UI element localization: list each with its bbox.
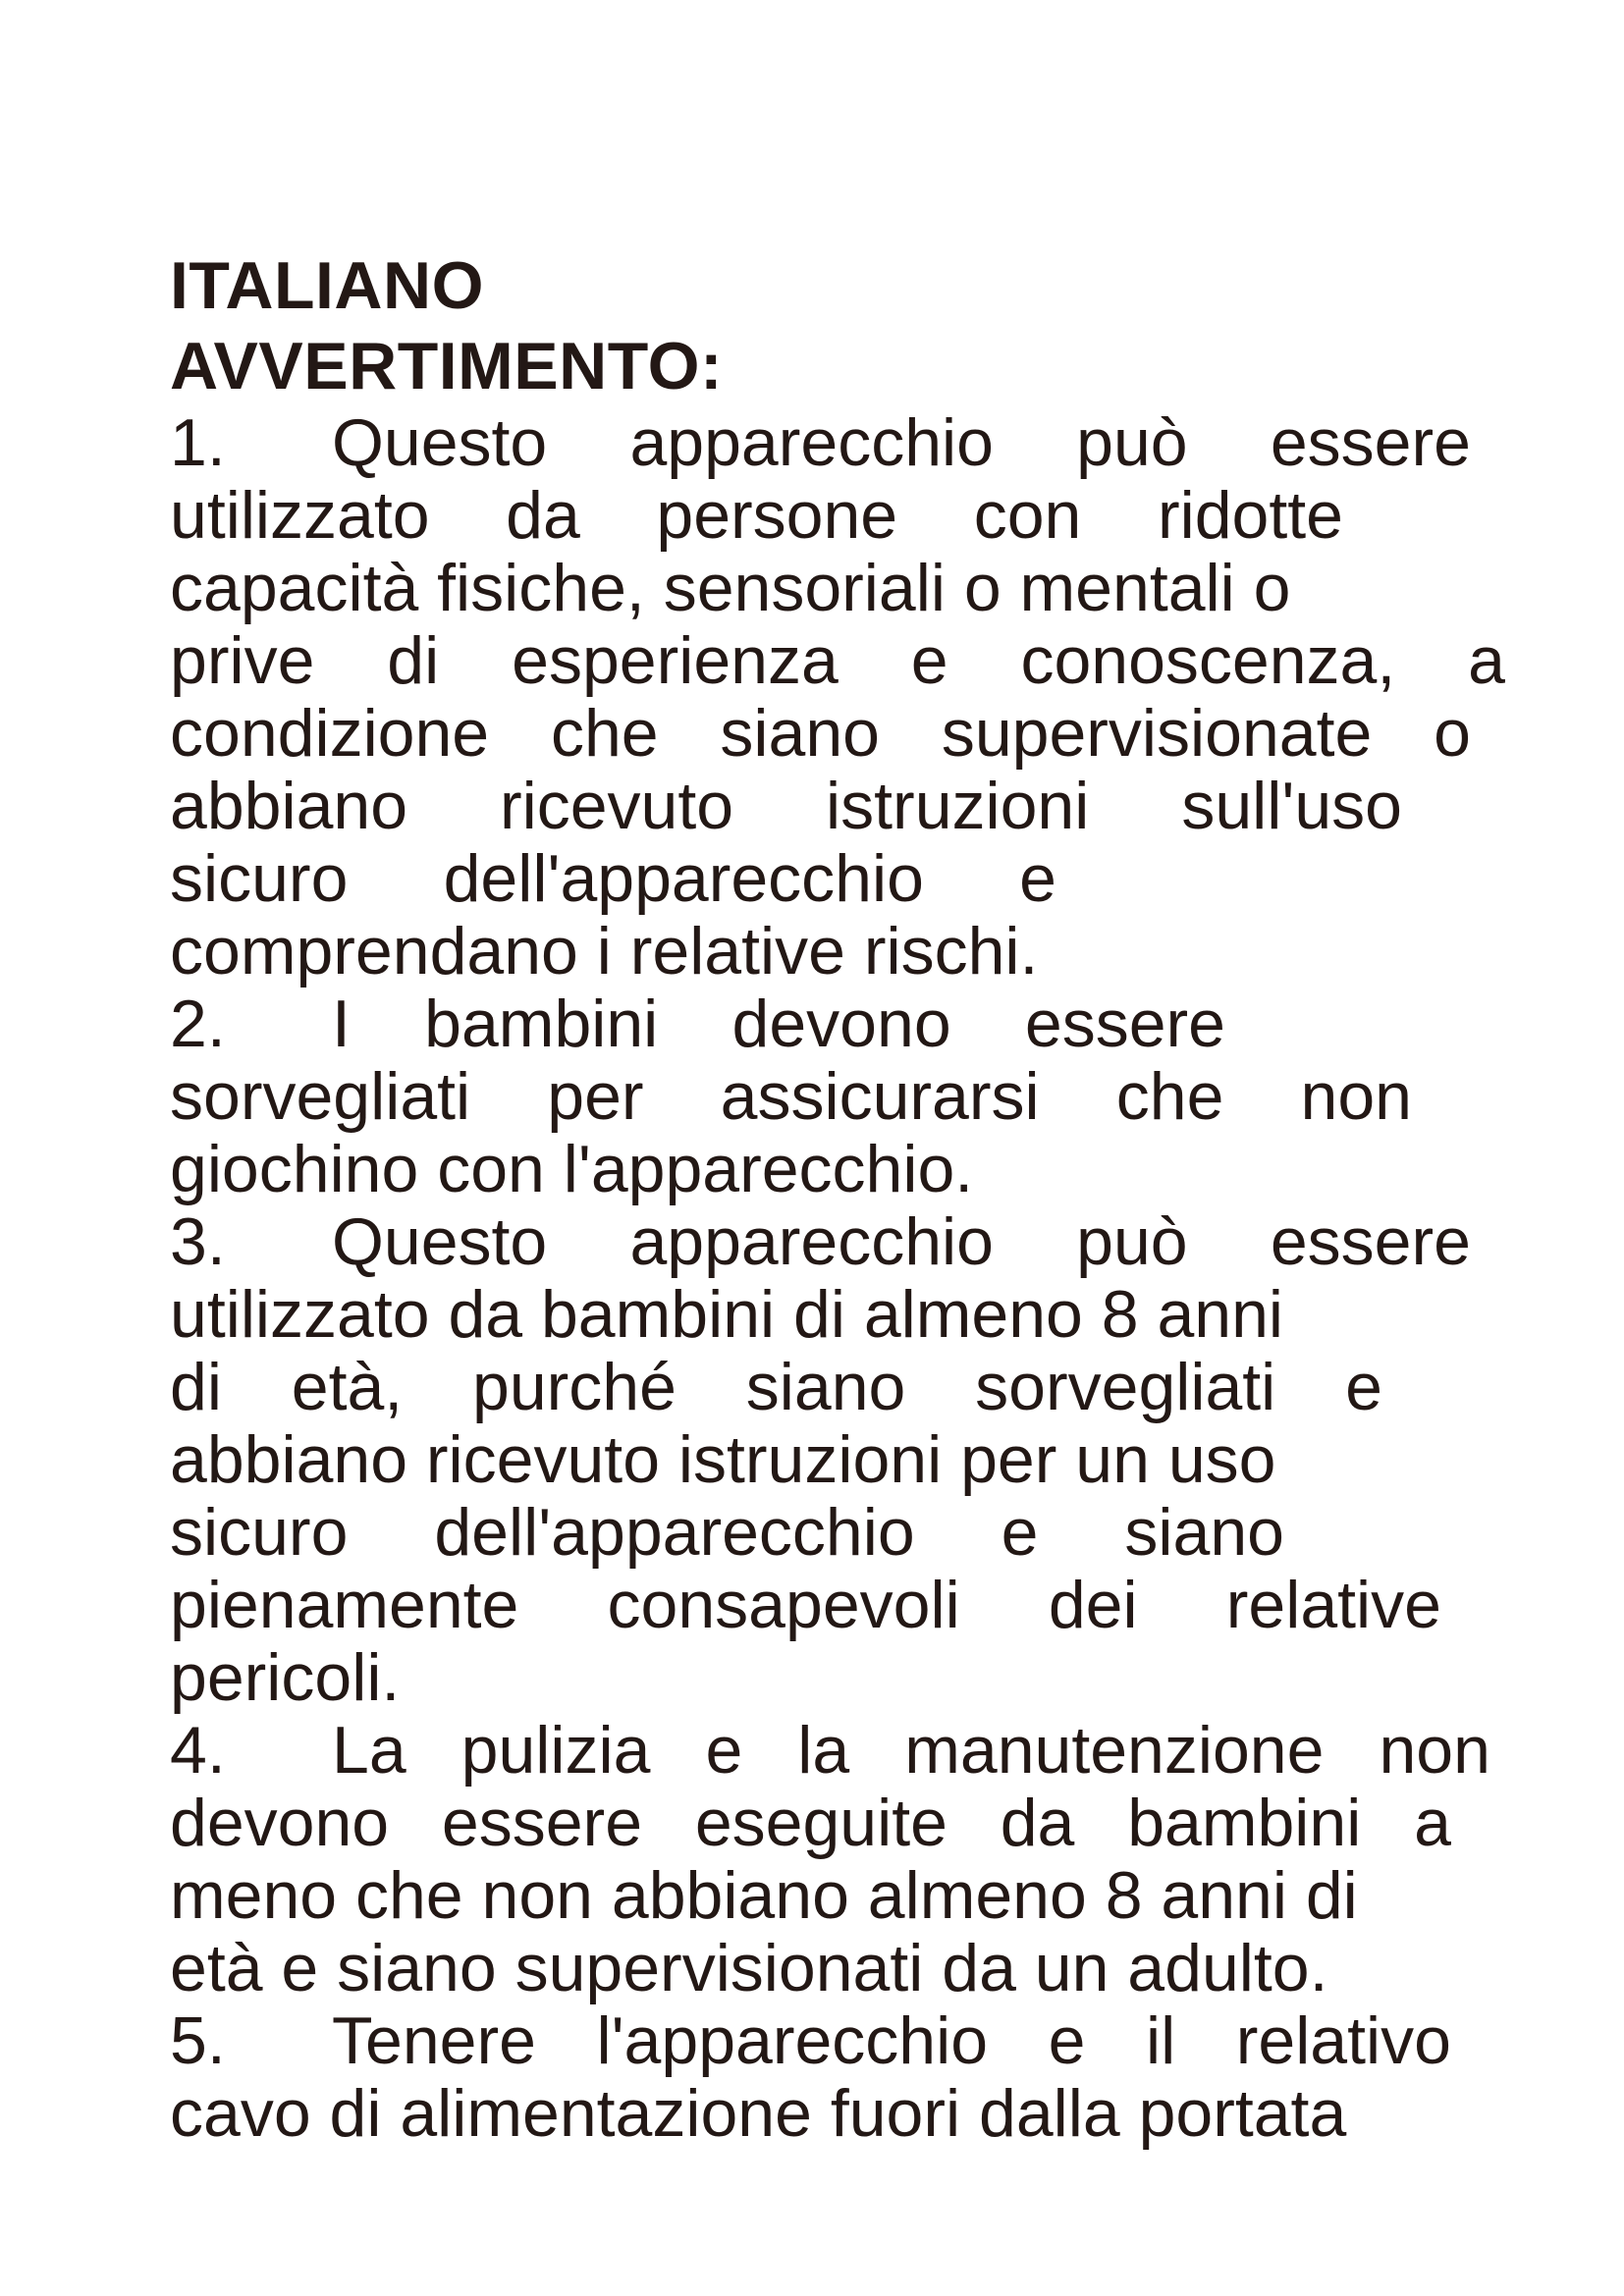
warning-item (170, 1714, 1505, 2004)
language-heading: ITALIANO (170, 248, 485, 323)
warning-item-line: pericoli. (170, 1640, 401, 1715)
warning-item-line: cavo di alimentazione fuori dalla portata (170, 2076, 1347, 2151)
warning-item-line: di età, purché siano sorvegliati e (170, 1350, 1382, 1424)
item-text: I bambini devono essere (332, 987, 1225, 1061)
warning-item (170, 406, 1505, 988)
warning-item-line (170, 2004, 1505, 2077)
warning-item-line: abbiano ricevuto istruzioni sull'uso (170, 769, 1402, 843)
item-text: Tenere l'apparecchio e il relativo (332, 2003, 1451, 2078)
warning-item (170, 1205, 1505, 1714)
item-text: Questo apparecchio può essere (332, 405, 1471, 480)
item-number: 1. (170, 405, 226, 480)
warning-item-line: età e siano supervisionati da un adulto. (170, 1931, 1328, 2005)
warning-item (170, 988, 1505, 1205)
warning-item-line (170, 988, 1505, 1060)
item-number: 2. (170, 987, 226, 1061)
warning-item-line: sorvegliati per assicurarsi che non (170, 1059, 1412, 1134)
warning-item-line: abbiano ricevuto istruzioni per un uso (170, 1422, 1276, 1497)
warning-item-line: capacità fisiche, sensoriali o mentali o (170, 551, 1291, 625)
warning-item-line: condizione che siano supervisionate o (170, 696, 1471, 771)
warning-item-line (170, 1205, 1505, 1278)
item-text: La pulizia e la manutenzione non (332, 1713, 1490, 1788)
warning-item-line: sicuro dell'apparecchio e (170, 841, 1056, 916)
warning-item-line: giochino con l'apparecchio. (170, 1132, 974, 1206)
warning-item-line (170, 406, 1505, 479)
warning-item-line: comprendano i relative rischi. (170, 914, 1039, 988)
warning-item-line: utilizzato da persone con ridotte (170, 478, 1343, 553)
item-text: Questo apparecchio può essere (332, 1204, 1471, 1279)
item-number: 5. (170, 2003, 226, 2078)
warning-item-line: meno che non abbiano almeno 8 anni di (170, 1858, 1358, 1933)
item-number: 4. (170, 1713, 226, 1788)
warning-item-line (170, 1714, 1505, 1787)
warning-item-line: devono essere eseguite da bambini a (170, 1786, 1451, 1860)
item-number: 3. (170, 1204, 226, 1279)
warning-list (170, 406, 1505, 2150)
warning-item-line: pienamente consapevoli dei relative (170, 1568, 1441, 1642)
warning-item (170, 2004, 1505, 2150)
document-page (170, 245, 1505, 2150)
warning-item-line: utilizzato da bambini di almeno 8 anni (170, 1277, 1284, 1352)
warning-heading: AVVERTIMENTO: (170, 329, 724, 403)
warning-item-line: prive di esperienza e conoscenza, a (170, 623, 1505, 698)
warning-item-line: sicuro dell'apparecchio e siano (170, 1495, 1284, 1570)
